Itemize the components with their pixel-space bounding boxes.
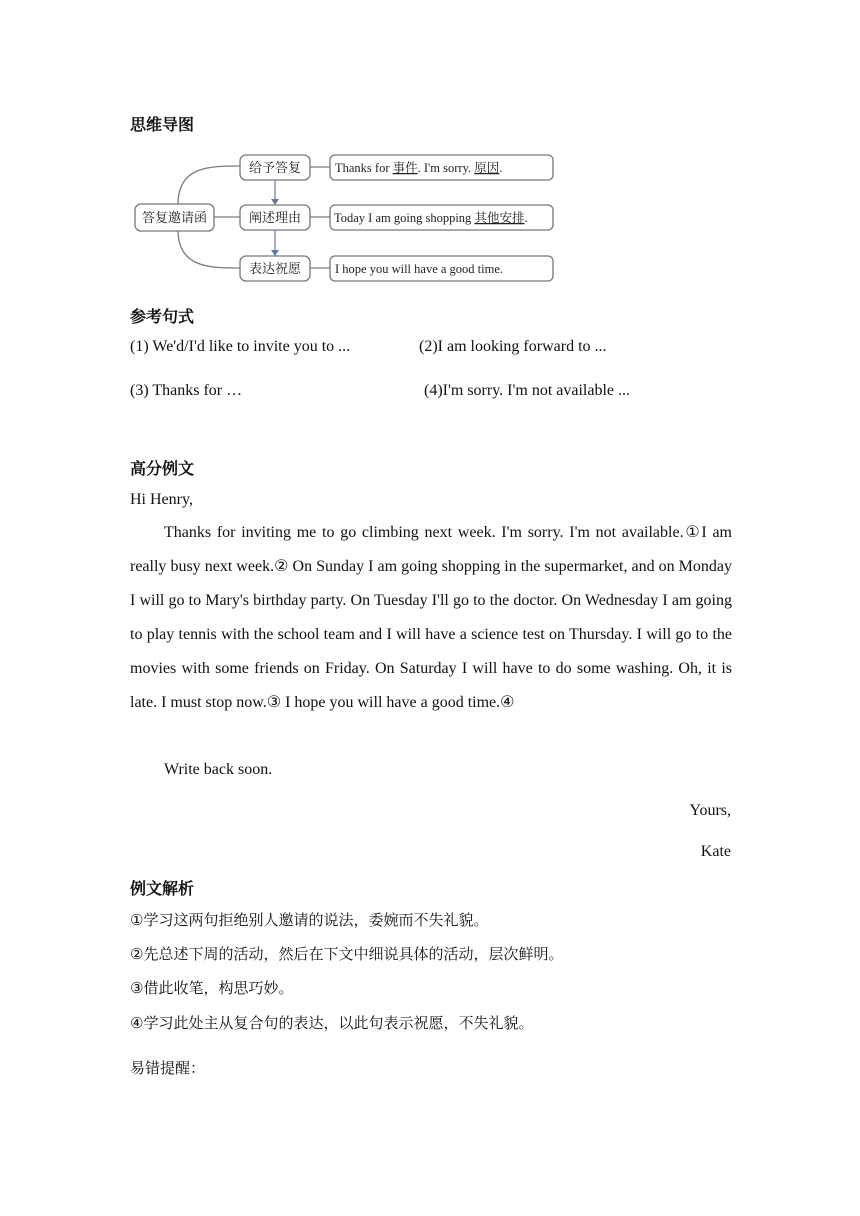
connector-root-node1 [178, 166, 240, 204]
mindmap-node-label: 表达祝愿 [248, 262, 302, 277]
pattern-1: (1) We'd/I'd like to invite you to ... [130, 338, 351, 355]
essay-sign-off: Yours, [689, 802, 731, 819]
pattern-2: (2)I am looking forward to ... [419, 338, 607, 355]
essay-closing-line: Write back soon. [164, 761, 273, 778]
connector-root-node3 [178, 230, 240, 268]
analysis-heading: 例文解析 [130, 879, 195, 898]
pattern-4: (4)I'm sorry. I'm not available ... [424, 382, 630, 399]
mind-map-diagram [130, 150, 560, 285]
essay-body [130, 516, 732, 720]
analysis-item-3: ③借此收笔，构思巧妙。 [130, 979, 294, 997]
mindmap-node-label: 阐述理由 [248, 211, 302, 226]
mindmap-detail-text: Today I am going shopping 其他安排. [334, 210, 528, 225]
mindmap-node-label: 给予答复 [248, 161, 302, 176]
error-reminder-label: 易错提醒： [130, 1059, 206, 1077]
essay-body-text: Thanks for inviting me to go climbing next week. I'm sorry. I'm not available.①I am really busy next week.② On Sunday I am going shopping in the supermarket, and on Monday I will go to Mary's birthday party. On Tuesday I'll go to the doctor. On Wednesday I am going to play tennis with the school team and I will have a science test on Thursday. I will go to the movies with some friends on Friday. On Saturday I will have to do some washing. Oh, it is late. I must stop now.③ I hope you will have a good time.④ [130, 524, 732, 711]
analysis-item-4: ④学习此处主从复合句的表达，以此句表示祝愿，不失礼貌。 [130, 1014, 534, 1032]
patterns-heading: 参考句式 [130, 307, 195, 326]
analysis-item-1: ①学习这两句拒绝别人邀请的说法，委婉而不失礼貌。 [130, 911, 489, 929]
analysis-item-2: ②先总述下周的活动，然后在下文中细说具体的活动，层次鲜明。 [130, 945, 564, 963]
arrow-down-icon [271, 199, 279, 205]
pattern-3: (3) Thanks for … [130, 382, 243, 399]
essay-heading: 高分例文 [130, 459, 195, 478]
mindmap-heading: 思维导图 [130, 115, 195, 134]
essay-greeting: Hi Henry, [130, 491, 193, 508]
essay-signature: Kate [700, 843, 731, 860]
mindmap-detail-text: I hope you will have a good time. [335, 262, 504, 276]
mindmap-root-label: 答复邀请函 [141, 211, 208, 226]
mindmap-detail-text: Thanks for 事件. I'm sorry. 原因. [335, 160, 503, 175]
arrow-down-icon [271, 250, 279, 256]
